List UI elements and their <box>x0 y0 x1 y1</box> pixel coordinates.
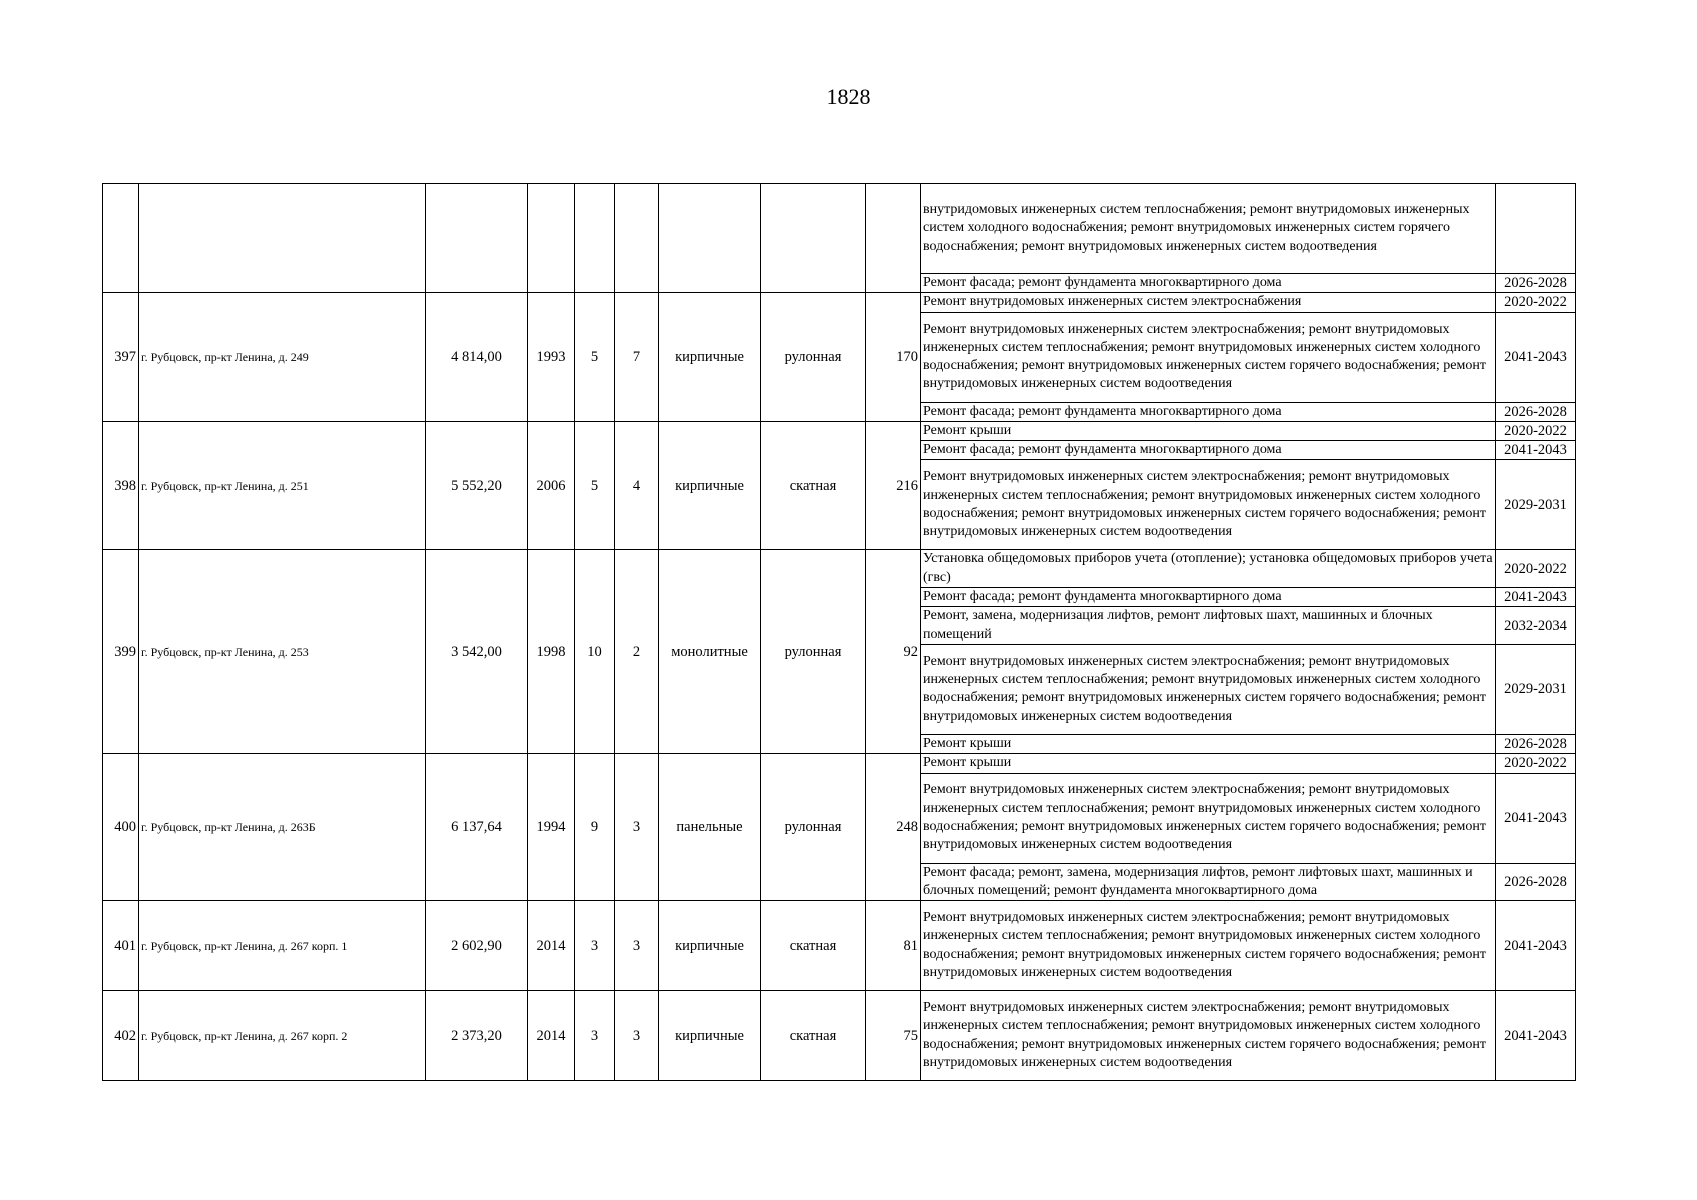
roof-type: скатная <box>761 991 866 1081</box>
work-description: Ремонт внутридомовых инженерных систем электроснабжения <box>921 293 1496 312</box>
total-area: 2 373,20 <box>426 991 528 1081</box>
floors-count: 5 <box>575 293 615 422</box>
build-year: 2014 <box>528 901 575 991</box>
page-number: 1828 <box>826 84 871 109</box>
entrances-count: 2 <box>615 550 659 754</box>
floors-count: 10 <box>575 550 615 754</box>
row-number: 400 <box>103 754 139 901</box>
total-area: 3 542,00 <box>426 550 528 754</box>
wall-material: панельные <box>659 754 761 901</box>
wall-material: монолитные <box>659 550 761 754</box>
work-description: Ремонт крыши <box>921 421 1496 440</box>
work-description: Ремонт фасада; ремонт фундамента многоквартирного дома <box>921 441 1496 460</box>
total-area-cell <box>426 184 528 293</box>
entrances-count: 3 <box>615 754 659 901</box>
build-year: 1993 <box>528 293 575 422</box>
wall-material: кирпичные <box>659 293 761 422</box>
work-description: Ремонт внутридомовых инженерных систем электроснабжения; ремонт внутридомовых инженерных систем теплоснабжения; ремонт внутридомовых инженерных систем холодного водоснабжения; ремонт внутридомовых инженерных систем горячего водоснабжения; ремонт внутридомовых инженерных систем водоотведения <box>921 991 1496 1081</box>
floors-count: 5 <box>575 421 615 550</box>
work-period: 2041-2043 <box>1496 901 1576 991</box>
residents-count: 248 <box>866 754 921 901</box>
roof-type-cell <box>761 184 866 293</box>
work-period <box>1496 184 1576 274</box>
work-period: 2026-2028 <box>1496 402 1576 421</box>
build-year: 2014 <box>528 991 575 1081</box>
work-period: 2029-2031 <box>1496 644 1576 734</box>
floors-count-cell <box>575 184 615 293</box>
roof-type: рулонная <box>761 550 866 754</box>
work-period: 2020-2022 <box>1496 293 1576 312</box>
table-row <box>103 293 1576 312</box>
work-period: 2026-2028 <box>1496 863 1576 901</box>
row-number-cell <box>103 184 139 293</box>
work-period: 2041-2043 <box>1496 588 1576 607</box>
work-description: Ремонт крыши <box>921 754 1496 773</box>
work-period: 2041-2043 <box>1496 991 1576 1081</box>
roof-type: скатная <box>761 901 866 991</box>
address: г. Рубцовск, пр-кт Ленина, д. 253 <box>139 550 426 754</box>
address: г. Рубцовск, пр-кт Ленина, д. 251 <box>139 421 426 550</box>
floors-count: 3 <box>575 901 615 991</box>
floors-count: 9 <box>575 754 615 901</box>
work-description: Ремонт фасада; ремонт фундамента многоквартирного дома <box>921 402 1496 421</box>
table-body <box>103 184 1576 1081</box>
work-period: 2032-2034 <box>1496 607 1576 645</box>
work-description: Ремонт фасада; ремонт фундамента многоквартирного дома <box>921 274 1496 293</box>
wall-material-cell <box>659 184 761 293</box>
work-period: 2041-2043 <box>1496 773 1576 863</box>
entrances-count: 3 <box>615 901 659 991</box>
total-area: 4 814,00 <box>426 293 528 422</box>
row-number: 401 <box>103 901 139 991</box>
total-area: 2 602,90 <box>426 901 528 991</box>
entrances-count: 4 <box>615 421 659 550</box>
work-description: Ремонт внутридомовых инженерных систем электроснабжения; ремонт внутридомовых инженерных систем теплоснабжения; ремонт внутридомовых инженерных систем холодного водоснабжения; ремонт внутридомовых инженерных систем горячего водоснабжения; ремонт внутридомовых инженерных систем водоотведения <box>921 460 1496 550</box>
address: г. Рубцовск, пр-кт Ленина, д. 267 корп. 1 <box>139 901 426 991</box>
residents-count: 170 <box>866 293 921 422</box>
entrances-count: 3 <box>615 991 659 1081</box>
work-description: Ремонт внутридомовых инженерных систем электроснабжения; ремонт внутридомовых инженерных систем теплоснабжения; ремонт внутридомовых инженерных систем холодного водоснабжения; ремонт внутридомовых инженерных систем горячего водоснабжения; ремонт внутридомовых инженерных систем водоотведения <box>921 312 1496 402</box>
work-description: Ремонт крыши <box>921 734 1496 753</box>
entrances-count-cell <box>615 184 659 293</box>
table-row <box>103 550 1576 588</box>
work-period: 2026-2028 <box>1496 274 1576 293</box>
address: г. Рубцовск, пр-кт Ленина, д. 249 <box>139 293 426 422</box>
row-number: 402 <box>103 991 139 1081</box>
table-row <box>103 421 1576 440</box>
build-year: 1994 <box>528 754 575 901</box>
address: г. Рубцовск, пр-кт Ленина, д. 263Б <box>139 754 426 901</box>
roof-type: рулонная <box>761 293 866 422</box>
table-row <box>103 991 1576 1081</box>
work-description: Ремонт фасада; ремонт, замена, модернизация лифтов, ремонт лифтовых шахт, машинных и блочных помещений; ремонт фундамента многоквартирного дома <box>921 863 1496 901</box>
work-period: 2041-2043 <box>1496 312 1576 402</box>
address-cell <box>139 184 426 293</box>
total-area: 6 137,64 <box>426 754 528 901</box>
residents-count: 75 <box>866 991 921 1081</box>
work-description: Установка общедомовых приборов учета (отопление); установка общедомовых приборов учета (гвс) <box>921 550 1496 588</box>
work-description: Ремонт внутридомовых инженерных систем электроснабжения; ремонт внутридомовых инженерных систем теплоснабжения; ремонт внутридомовых инженерных систем холодного водоснабжения; ремонт внутридомовых инженерных систем горячего водоснабжения; ремонт внутридомовых инженерных систем водоотведения <box>921 644 1496 734</box>
work-period: 2020-2022 <box>1496 550 1576 588</box>
work-period: 2026-2028 <box>1496 734 1576 753</box>
wall-material: кирпичные <box>659 901 761 991</box>
total-area: 5 552,20 <box>426 421 528 550</box>
floors-count: 3 <box>575 991 615 1081</box>
build-year: 2006 <box>528 421 575 550</box>
work-description: Ремонт, замена, модернизация лифтов, ремонт лифтовых шахт, машинных и блочных помещений <box>921 607 1496 645</box>
roof-type: скатная <box>761 421 866 550</box>
entrances-count: 7 <box>615 293 659 422</box>
work-description: Ремонт фасада; ремонт фундамента многоквартирного дома <box>921 588 1496 607</box>
residents-count-cell <box>866 184 921 293</box>
work-period: 2020-2022 <box>1496 754 1576 773</box>
residents-count: 81 <box>866 901 921 991</box>
work-description: Ремонт внутридомовых инженерных систем электроснабжения; ремонт внутридомовых инженерных систем теплоснабжения; ремонт внутридомовых инженерных систем холодного водоснабжения; ремонт внутридомовых инженерных систем горячего водоснабжения; ремонт внутридомовых инженерных систем водоотведения <box>921 901 1496 991</box>
table-row <box>103 754 1576 773</box>
work-period: 2020-2022 <box>1496 421 1576 440</box>
work-period: 2029-2031 <box>1496 460 1576 550</box>
row-number: 399 <box>103 550 139 754</box>
work-description: внутридомовых инженерных систем теплоснабжения; ремонт внутридомовых инженерных систем холодного водоснабжения; ремонт внутридомовых инженерных систем горячего водоснабжения; ремонт внутридомовых инженерных систем водоотведения <box>921 184 1496 274</box>
wall-material: кирпичные <box>659 421 761 550</box>
build-year-cell <box>528 184 575 293</box>
repair-plan-table <box>102 183 1576 1081</box>
row-number: 398 <box>103 421 139 550</box>
wall-material: кирпичные <box>659 991 761 1081</box>
work-period: 2041-2043 <box>1496 441 1576 460</box>
row-number: 397 <box>103 293 139 422</box>
build-year: 1998 <box>528 550 575 754</box>
residents-count: 92 <box>866 550 921 754</box>
residents-count: 216 <box>866 421 921 550</box>
work-description: Ремонт внутридомовых инженерных систем электроснабжения; ремонт внутридомовых инженерных систем теплоснабжения; ремонт внутридомовых инженерных систем холодного водоснабжения; ремонт внутридомовых инженерных систем горячего водоснабжения; ремонт внутридомовых инженерных систем водоотведения <box>921 773 1496 863</box>
table-row <box>103 901 1576 991</box>
address: г. Рубцовск, пр-кт Ленина, д. 267 корп. 2 <box>139 991 426 1081</box>
table-row <box>103 184 1576 274</box>
roof-type: рулонная <box>761 754 866 901</box>
